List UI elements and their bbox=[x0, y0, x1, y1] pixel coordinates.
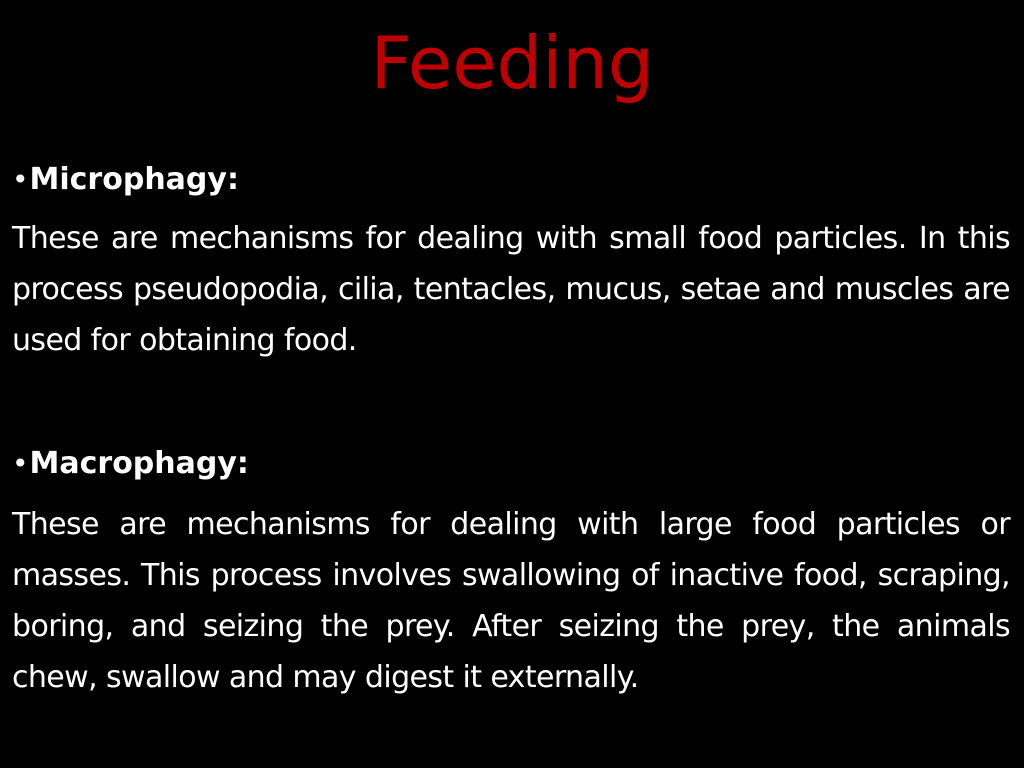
slide-title: Feeding bbox=[370, 21, 654, 105]
heading-text: Microphagy: bbox=[29, 162, 239, 197]
bullet-heading-macrophagy bbox=[12, 444, 1010, 484]
bullet-point: • bbox=[12, 447, 29, 480]
paragraph-microphagy: These are mechanisms for dealing with small food particles. In this process pseudopodia, cilia, tentacles, mucus, setae and muscles are used for obtaining food. bbox=[12, 221, 1010, 358]
bullet-point: • bbox=[12, 163, 29, 196]
heading-text: Macrophagy: bbox=[29, 446, 249, 481]
paragraph-macrophagy: These are mechanisms for dealing with large food particles or masses. This process involves swallowing of inactive food, scraping, boring, and seizing the prey. After seizing the prey, the animals chew, swallow and may digest it externally. bbox=[12, 507, 1010, 695]
bullet-heading-microphagy bbox=[12, 160, 1010, 200]
